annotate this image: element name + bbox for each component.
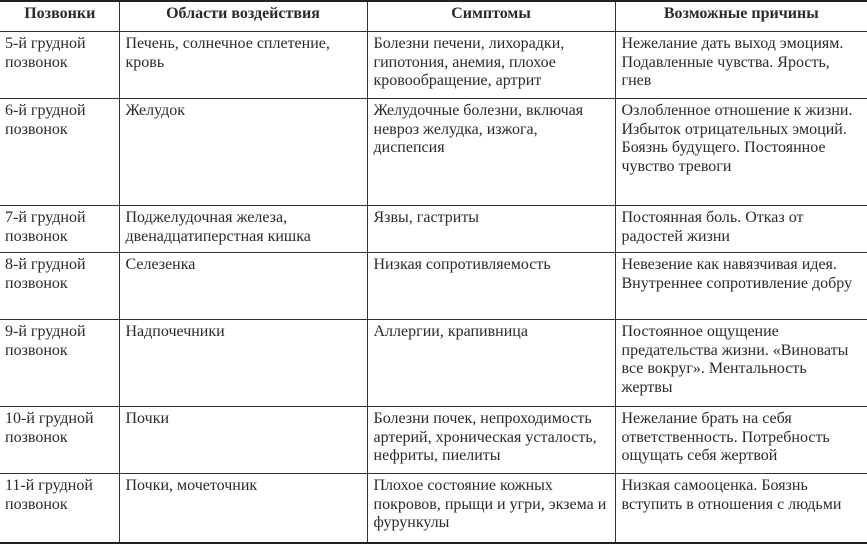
cell-causes: Нежелание дать выход эмоциям. Подавленные чувства. Ярость, гнев — [615, 32, 867, 99]
table-header-row — [0, 1, 867, 32]
cell-vertebra: 10-й грудной позвонок — [0, 407, 119, 474]
header-vertebrae: Позвонки — [0, 1, 119, 32]
cell-vertebra: 7-й грудной позвонок — [0, 206, 119, 253]
table-row — [0, 253, 867, 320]
table-row — [0, 320, 867, 407]
cell-symptoms: Аллергии, крапивница — [367, 320, 615, 407]
cell-area: Надпочечники — [119, 320, 367, 407]
table-row — [0, 32, 867, 99]
cell-causes: Невезение как навязчивая идея. Внутреннее сопротивление добру — [615, 253, 867, 320]
table-row — [0, 407, 867, 474]
cell-causes: Озлобленное отношение к жизни. Избыток отрицательных эмоций. Боязнь будущего. Постоянное чувство тревоги — [615, 99, 867, 206]
cell-vertebra: 8-й грудной позвонок — [0, 253, 119, 320]
cell-vertebra: 11-й грудной позвонок — [0, 474, 119, 544]
cell-vertebra: 5-й грудной позвонок — [0, 32, 119, 99]
cell-symptoms: Болезни почек, непроходимость артерий, хроническая усталость, нефриты, пиелиты — [367, 407, 615, 474]
cell-vertebra: 9-й грудной позвонок — [0, 320, 119, 407]
header-causes: Возможные причины — [615, 1, 867, 32]
cell-area: Селезенка — [119, 253, 367, 320]
cell-area: Почки — [119, 407, 367, 474]
cell-causes: Низкая самооценка. Боязнь вступить в отношения с людьми — [615, 474, 867, 544]
cell-area: Печень, солнечное сплетение, кровь — [119, 32, 367, 99]
cell-symptoms: Язвы, гастриты — [367, 206, 615, 253]
cell-symptoms: Болезни печени, лихорадки, гипотония, анемия, плохое кровообращение, артрит — [367, 32, 615, 99]
table-row — [0, 99, 867, 206]
cell-causes: Постоянная боль. Отказ от радостей жизни — [615, 206, 867, 253]
cell-area: Почки, мочеточник — [119, 474, 367, 544]
cell-causes: Нежелание брать на себя ответственность. Потребность ощущать себя жертвой — [615, 407, 867, 474]
table-row — [0, 206, 867, 253]
cell-symptoms: Плохое состояние кожных покровов, прыщи и угри, экзема и фурункулы — [367, 474, 615, 544]
cell-symptoms: Желудочные болезни, включая невроз желудка, изжога, диспепсия — [367, 99, 615, 206]
cell-area: Поджелудочная железа, двенадцатиперстная кишка — [119, 206, 367, 253]
table-row — [0, 474, 867, 544]
cell-causes: Постоянное ощущение предательства жизни. «Виноваты все вокруг». Ментальность жертвы — [615, 320, 867, 407]
header-areas: Области воздействия — [119, 1, 367, 32]
header-symptoms: Симптомы — [367, 1, 615, 32]
cell-symptoms: Низкая сопротивляемость — [367, 253, 615, 320]
cell-vertebra: 6-й грудной позвонок — [0, 99, 119, 206]
cell-area: Желудок — [119, 99, 367, 206]
